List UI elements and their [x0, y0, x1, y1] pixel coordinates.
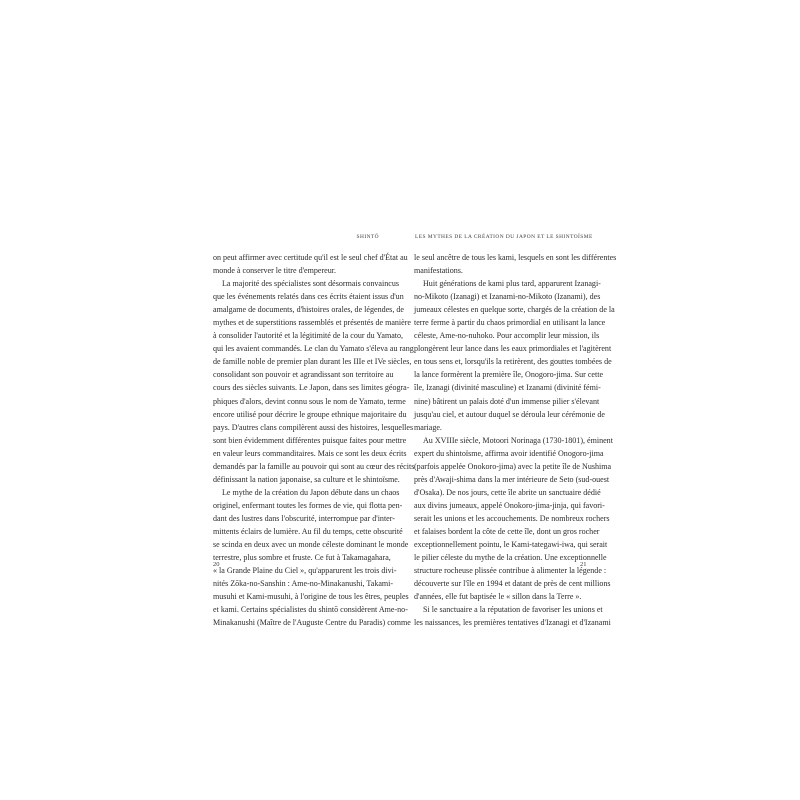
- text-line: on peut affirmer avec certitude qu'il est le seul chef d'État au: [213, 253, 408, 262]
- text-line: de famille noble de premier plan durant les IIIe et IVe siècles,: [213, 357, 412, 367]
- text-line: monde à conserver le titre d'empereur.: [213, 266, 336, 276]
- text-line: originel, enfermant toutes les formes de vie, qui flotta pen-: [213, 500, 403, 510]
- text-line: no-Mikoto (Izanagi) et Izanami-no-Mikoto (Izanami), des: [414, 292, 601, 302]
- text-line: le seul ancêtre de tous les kami, lesquels en sont les différentes: [414, 253, 617, 262]
- page-number: 21: [580, 561, 587, 568]
- text-line: près d'Awaji-shima dans la mer intérieure de Seto (sud-ouest: [414, 474, 610, 484]
- text-line: se scinda en deux avec un monde céleste dominant le monde: [213, 540, 409, 550]
- text-line: mariage.: [414, 422, 442, 432]
- text-line: Minakanushi (Maître de l'Auguste Centre du Paradis) comme: [213, 618, 411, 628]
- text-line: Si le sanctuaire a la réputation de favoriser les unions et: [423, 605, 603, 615]
- text-line: définissant la nation japonaise, sa culture et le shintoïsme.: [213, 474, 400, 484]
- text-line: cours des siècles suivants. Le Japon, dans ses limites géogra-: [213, 383, 410, 393]
- text-line: île, Izanagi (divinité masculine) et Izanami (divinité fémi-: [414, 383, 601, 393]
- text-line: céleste, Ame-no-nuhoko. Pour accomplir leur mission, ils: [414, 331, 600, 341]
- text-line: « la Grande Plaine du Ciel », qu'apparurent les trois divi-: [213, 566, 397, 576]
- text-line: le pilier céleste du mythe de la création. Une exceptionnelle: [414, 553, 607, 563]
- text-line: encore utilisé pour décrire le groupe ethnique majoritaire du: [213, 409, 407, 419]
- running-head: SHINTŌ: [356, 234, 379, 240]
- text-line: nine) bâtirent un palais doté d'un immense pilier s'élevant: [414, 396, 600, 406]
- text-line: exceptionnellement pointu, le Kami-tategawi-iwa, qui serait: [414, 540, 608, 550]
- text-line: en tous sens et, lorsqu'ils la retirèrent, des gouttes tombées de: [414, 357, 612, 367]
- running-head: LES MYTHES DE LA CRÉATION DU JAPON ET LE SHINTOÏSME: [415, 234, 593, 240]
- text-line: nités Zōka-no-Sanshin : Ame-no-Minakanushi, Takami-: [213, 579, 394, 589]
- text-line: plongèrent leur lance dans les eaux primordiales et l'agitèrent: [414, 344, 612, 354]
- text-line: et falaises bordent la côte de cette île, dont un gros rocher: [414, 526, 600, 536]
- text-line: les naissances, les premières tentatives d'Izanagi et d'Izanami: [414, 618, 611, 628]
- text-line: expert du shintoïsme, affirma avoir identifié Onogoro-jima: [414, 448, 604, 458]
- text-line: à consolider l'autorité et la légitimité de la cour du Yamato,: [213, 331, 404, 341]
- text-line: serait les unions et les accouchements. De nombreux rochers: [414, 513, 610, 523]
- text-line: Le mythe de la création du Japon débute dans un chaos: [222, 487, 400, 497]
- text-line: consolidant son pouvoir et agrandissant son territoire au: [213, 370, 394, 380]
- text-line: amalgame de documents, d'histoires orales, de légendes, de: [213, 305, 404, 315]
- text-line: La majorité des spécialistes sont désormais convaincus: [222, 279, 399, 289]
- text-line: mythes et de superstitions rassemblés et présentés de manière: [213, 318, 411, 328]
- text-line: jusqu'au ciel, et autour duquel se déroula leur cérémonie de: [414, 409, 605, 419]
- body-text: [414, 251, 617, 629]
- text-line: sont bien évidemment différentes puisque faites pour mettre: [213, 435, 407, 445]
- text-line: en valeur leurs commanditaires. Mais ce sont les deux écrits: [213, 448, 407, 458]
- right-page: [400, 0, 800, 800]
- text-line: d'années, elle fut baptisée le « sillon dans la Terre ».: [414, 592, 582, 602]
- text-line: musuhi et Kami-musuhi, à l'origine de tous les êtres, peuples: [213, 592, 409, 602]
- text-line: jumeaux célestes en quelque sorte, chargés de la création de la: [414, 305, 615, 315]
- text-line: (parfois appelée Onokoro-jima) avec la petite île de Nushima: [414, 461, 612, 471]
- text-line: manifestations.: [414, 266, 463, 276]
- text-line: phiques d'alors, devint connu sous le nom de Yamato, terme: [213, 396, 406, 406]
- text-line: que les événements relatés dans ces écrits étaient issus d'un: [213, 292, 404, 302]
- text-line: d'Osaka). De nos jours, cette île abrite un sanctuaire dédié: [414, 487, 601, 497]
- text-line: demandés par la famille au pouvoir qui sont au cœur des récits: [213, 461, 415, 471]
- text-line: terre ferme à partir du chaos primordial en utilisant la lance: [414, 318, 606, 328]
- body-text: [213, 251, 415, 629]
- text-line: pays. D'autres clans compilèrent aussi des histoires, lesquelles: [213, 422, 414, 432]
- page-number: 20: [213, 561, 220, 568]
- text-line: aux divins jumeaux, appelé Onokoro-jima-jinja, qui favori-: [414, 500, 605, 510]
- text-line: structure rocheuse plissée contribue à alimenter la légende :: [414, 566, 607, 576]
- text-line: qui les avaient commandés. Le clan du Yamato s'éleva au rang: [213, 344, 414, 354]
- text-line: et kami. Certains spécialistes du shintō considèrent Ame-no-: [213, 605, 408, 615]
- text-line: la lance formèrent la première île, Onogoro-jima. Sur cette: [414, 370, 604, 380]
- text-line: dant des lustres dans l'obscurité, interrompue par d'inter-: [213, 513, 395, 523]
- text-line: terrestre, plus sombre et fruste. Ce fut à Takamagahara,: [213, 553, 391, 563]
- text-line: Au XVIIIe siècle, Motoori Norinaga (1730-1801), éminent: [423, 435, 613, 445]
- text-line: mittents éclairs de lumière. Au fil du temps, cette obscurité: [213, 526, 403, 536]
- text-line: découverte sur l'île en 1994 et datant de près de cent millions: [414, 579, 611, 589]
- text-line: Huit générations de kami plus tard, apparurent Izanagi-: [423, 279, 601, 289]
